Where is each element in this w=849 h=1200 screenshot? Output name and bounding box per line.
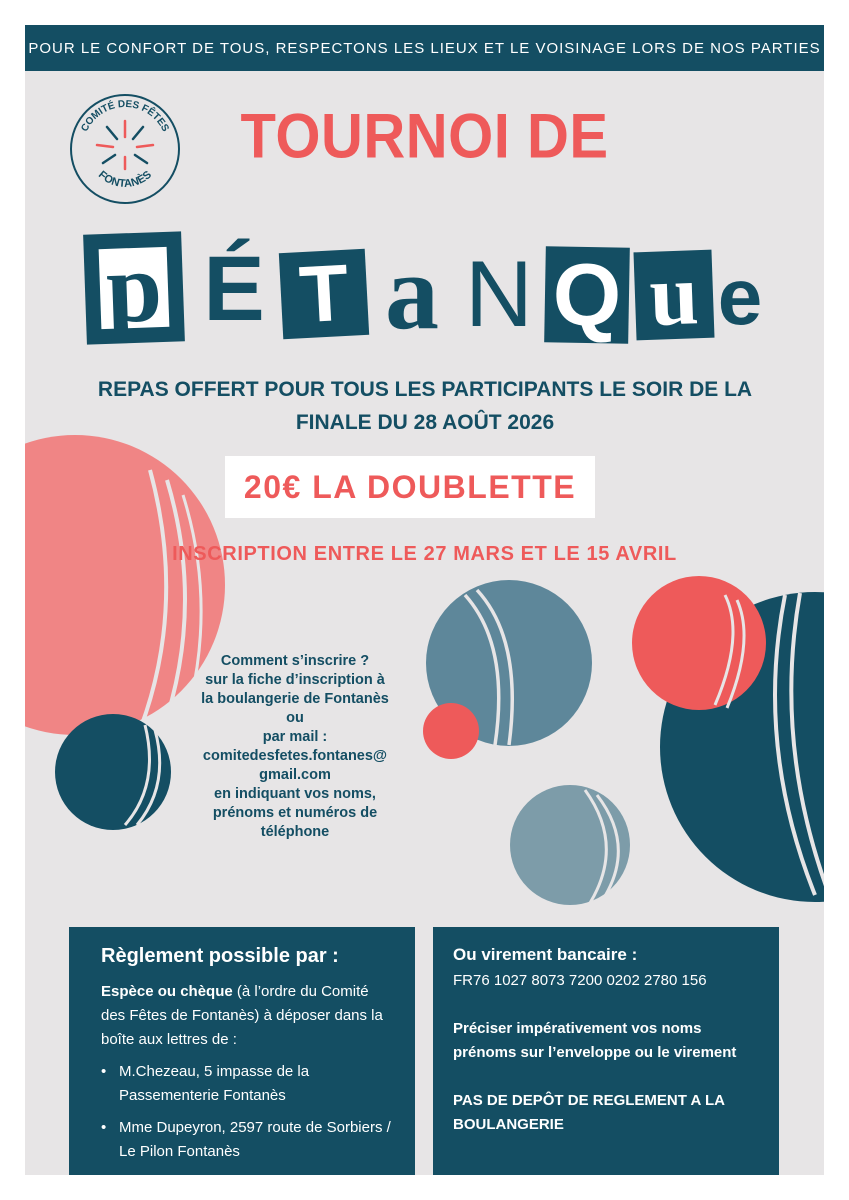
title-letter-t: T [279, 249, 369, 339]
title-letter-e: e [715, 255, 765, 339]
payment-intro-bold: Espèce ou chèque [101, 983, 233, 1000]
howto-email-line: comitedesfetes.fontanes@ [202, 748, 388, 764]
title-letter-p: p [83, 231, 185, 344]
howto-line: téléphone [260, 824, 330, 840]
title-letter-a: a [373, 243, 451, 343]
transfer-iban: FR76 1027 8073 7200 0202 2780 156 [453, 972, 707, 989]
respect-banner [25, 25, 824, 71]
transfer-panel [433, 927, 779, 1175]
transfer-warning: PAS DE DEPÔT DE REGLEMENT A LA BOULANGERIE [453, 1092, 725, 1133]
registration-instructions [180, 652, 410, 842]
light-steel-ball-bottom [510, 785, 630, 905]
howto-email-line: gmail.com [259, 767, 331, 783]
repas-line-1: REPAS OFFERT POUR TOUS LES PARTICIPANTS LE SOIR DE LA [97, 378, 753, 401]
title-letter-n: N [457, 249, 541, 339]
address-item: • M.Chezeau, 5 impasse de la Passementerie Fontanès [101, 1060, 395, 1108]
repas-line-2: FINALE DU 28 AOÛT 2026 [295, 411, 555, 434]
payment-title: Règlement possible par : [101, 945, 339, 967]
howto-line: la boulangerie de Fontanès [201, 691, 389, 707]
title-tournoi-de: TOURNOI DE [240, 101, 609, 172]
inscription-dates: INSCRIPTION ENTRE LE 27 MARS ET LE 15 AVRIL [172, 543, 677, 565]
howto-line: en indiquant vos noms, [214, 786, 376, 802]
coral-ball-tiny [423, 703, 479, 759]
poster [25, 25, 824, 1175]
title-letter-q: Q [544, 246, 630, 343]
banner-text: POUR LE CONFORT DE TOUS, RESPECTONS LES LIEUX ET LE VOISINAGE LORS DE NOS PARTIES [28, 39, 821, 57]
title-letter-u: u [633, 250, 714, 341]
repas-offert-text [85, 373, 765, 439]
address-list [101, 1060, 395, 1164]
svg-text:COMITÉ DES FÊTES: COMITÉ DES FÊTES [79, 98, 171, 134]
price-text: 20€ LA DOUBLETTE [243, 468, 577, 505]
navy-ball-small [55, 714, 171, 830]
howto-line: ou [286, 710, 304, 726]
howto-line: prénoms et numéros de [212, 805, 378, 821]
title-letter-e-acute: É [191, 239, 277, 339]
title-petanque [85, 221, 765, 351]
svg-text:FONTANÈS: FONTANÈS [95, 168, 155, 191]
transfer-title: Ou virement bancaire : [453, 945, 638, 964]
howto-line: Comment s’inscrire ? [220, 653, 370, 669]
howto-line: sur la fiche d’inscription à [205, 672, 385, 688]
address-item: • Mme Dupeyron, 2597 route de Sorbiers / Le Pilon Fontanès [101, 1116, 395, 1164]
price-box [225, 456, 595, 518]
payment-intro-rest: (à l’ordre du Comité des Fêtes de Fontanès) à déposer dans la boîte aux lettres de : [101, 983, 383, 1048]
payment-panel [69, 927, 415, 1175]
coral-ball-right [632, 576, 766, 710]
transfer-note: Préciser impérativement vos noms prénoms sur l’enveloppe ou le virement [453, 1020, 737, 1061]
payment-intro [101, 980, 395, 1052]
howto-line: par mail : [262, 729, 328, 745]
